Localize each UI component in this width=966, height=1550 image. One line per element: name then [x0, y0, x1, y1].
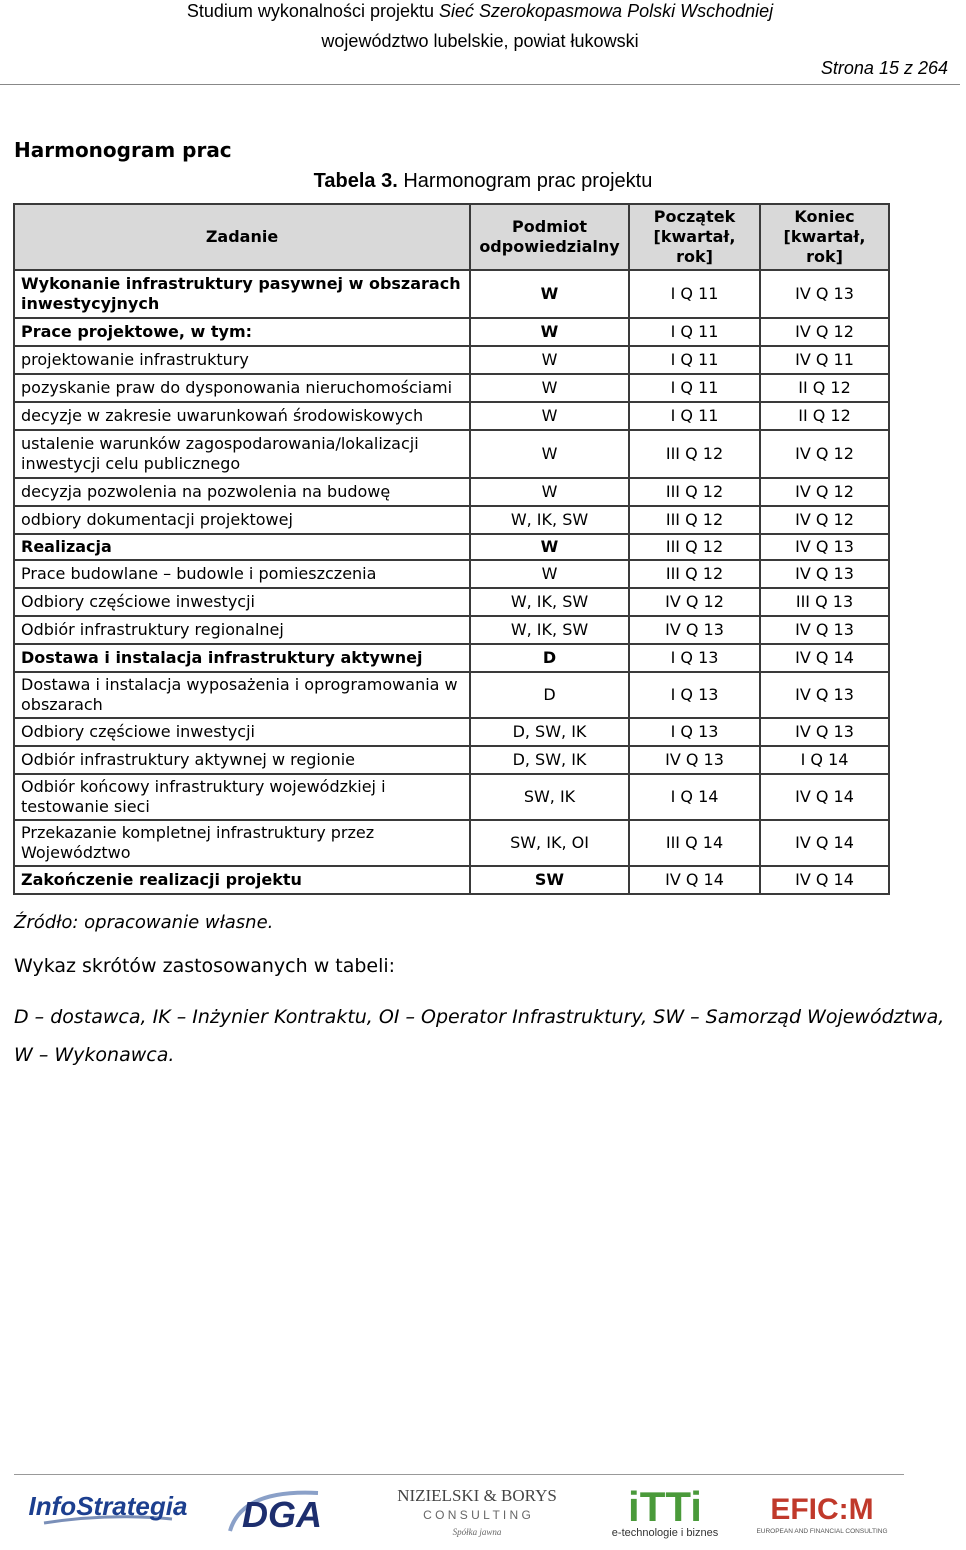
- task-cell: ustalenie warunków zagospodarowania/lokalizacji inwestycji celu publicznego: [14, 430, 470, 478]
- end-cell: IV Q 14: [760, 866, 889, 894]
- eficom-logo-text: EFIC:M: [770, 1493, 874, 1526]
- start-cell: IV Q 14: [629, 866, 760, 894]
- responsible-cell: D, SW, IK: [470, 718, 629, 746]
- start-cell: I Q 13: [629, 672, 760, 718]
- header-responsible: Podmiot odpowiedzialny: [470, 204, 629, 270]
- end-cell: IV Q 13: [760, 616, 889, 644]
- task-cell: Odbiory częściowe inwestycji: [14, 588, 470, 616]
- end-cell: IV Q 14: [760, 820, 889, 866]
- start-cell: I Q 11: [629, 402, 760, 430]
- header-end: Koniec [kwartał, rok]: [760, 204, 889, 270]
- infostrategia-logo-text: InfoStrategia: [28, 1491, 188, 1521]
- task-cell: odbiory dokumentacji projektowej: [14, 506, 470, 534]
- start-cell: III Q 12: [629, 506, 760, 534]
- task-cell: Odbiór końcowy infrastruktury wojewódzkiej i testowanie sieci: [14, 774, 470, 820]
- table-row: [14, 402, 889, 430]
- responsible-cell: W: [470, 346, 629, 374]
- table-caption-text: Harmonogram prac projektu: [397, 170, 653, 192]
- end-cell: I Q 14: [760, 746, 889, 774]
- task-cell: Zakończenie realizacji projektu: [14, 866, 470, 894]
- end-cell: III Q 13: [760, 588, 889, 616]
- start-cell: IV Q 13: [629, 746, 760, 774]
- nizielski-logo-type: Spółka jawna: [452, 1527, 502, 1537]
- task-cell: Odbiór infrastruktury regionalnej: [14, 616, 470, 644]
- itti-logo-tagline: e-technologie i biznes: [611, 1527, 719, 1539]
- task-cell: Prace budowlane – budowle i pomieszczenia: [14, 560, 470, 588]
- start-cell: IV Q 12: [629, 588, 760, 616]
- end-cell: IV Q 14: [760, 644, 889, 672]
- start-cell: III Q 12: [629, 534, 760, 560]
- responsible-cell: W: [470, 478, 629, 506]
- eficom-logo: [752, 1480, 892, 1542]
- responsible-cell: W: [470, 560, 629, 588]
- footer-divider: [14, 1474, 904, 1475]
- table-row: [14, 588, 889, 616]
- responsible-cell: SW: [470, 866, 629, 894]
- header-divider: [0, 84, 960, 85]
- start-cell: III Q 14: [629, 820, 760, 866]
- end-cell: IV Q 13: [760, 718, 889, 746]
- table-row: [14, 430, 889, 478]
- start-cell: I Q 13: [629, 644, 760, 672]
- end-cell: IV Q 13: [760, 534, 889, 560]
- dga-logo-text: DGA: [242, 1494, 322, 1535]
- nizielski-borys-logo: [392, 1480, 562, 1542]
- start-cell: IV Q 13: [629, 616, 760, 644]
- table-row: [14, 374, 889, 402]
- table-row: [14, 644, 889, 672]
- end-cell: IV Q 13: [760, 270, 889, 318]
- responsible-cell: W, IK, SW: [470, 616, 629, 644]
- end-cell: IV Q 12: [760, 318, 889, 346]
- responsible-cell: D: [470, 672, 629, 718]
- end-cell: II Q 12: [760, 374, 889, 402]
- responsible-cell: W, IK, SW: [470, 588, 629, 616]
- table-row: [14, 866, 889, 894]
- header-project-name: Sieć Szerokopasmowa Polski Wschodniej: [438, 1, 774, 21]
- header-task: Zadanie: [14, 204, 470, 270]
- start-cell: I Q 11: [629, 374, 760, 402]
- responsible-cell: SW, IK, OI: [470, 820, 629, 866]
- table-source: Źródło: opracowanie własne.: [14, 912, 274, 933]
- end-cell: IV Q 12: [760, 506, 889, 534]
- table-row: [14, 774, 889, 820]
- table-row: [14, 318, 889, 346]
- task-cell: Realizacja: [14, 534, 470, 560]
- table-row: [14, 746, 889, 774]
- table-row: [14, 270, 889, 318]
- table-body: [14, 270, 889, 894]
- table-row: [14, 506, 889, 534]
- responsible-cell: W: [470, 534, 629, 560]
- responsible-cell: W: [470, 318, 629, 346]
- task-cell: Wykonanie infrastruktury pasywnej w obszarach inwestycyjnych: [14, 270, 470, 318]
- start-cell: I Q 13: [629, 718, 760, 746]
- header-start: Początek [kwartał, rok]: [629, 204, 760, 270]
- responsible-cell: D, SW, IK: [470, 746, 629, 774]
- task-cell: Dostawa i instalacja infrastruktury aktywnej: [14, 644, 470, 672]
- abbreviations-text: D – dostawca, IK – Inżynier Kontraktu, OI – Operator Infrastruktury, SW – Samorząd Województwa, W – Wykonawca.: [14, 1006, 945, 1066]
- end-cell: IV Q 14: [760, 774, 889, 820]
- dga-logo: [222, 1480, 342, 1542]
- header-title-prefix: Studium wykonalności projektu: [186, 1, 439, 21]
- abbreviations-title: Wykaz skrótów zastosowanych w tabeli:: [14, 955, 396, 977]
- task-cell: Dostawa i instalacja wyposażenia i oprogramowania w obszarach: [14, 672, 470, 718]
- table-header-row: [14, 204, 889, 270]
- end-cell: IV Q 12: [760, 478, 889, 506]
- responsible-cell: W: [470, 270, 629, 318]
- header-region: województwo lubelskie, powiat łukowski: [321, 31, 639, 51]
- responsible-cell: W: [470, 374, 629, 402]
- table-caption: [0, 170, 966, 193]
- nizielski-logo-name: NIZIELSKI & BORYS: [397, 1486, 557, 1505]
- end-cell: IV Q 11: [760, 346, 889, 374]
- table-row: [14, 346, 889, 374]
- table-row: [14, 616, 889, 644]
- start-cell: III Q 12: [629, 478, 760, 506]
- start-cell: I Q 11: [629, 270, 760, 318]
- responsible-cell: SW, IK: [470, 774, 629, 820]
- task-cell: decyzje w zakresie uwarunkowań środowiskowych: [14, 402, 470, 430]
- end-cell: IV Q 12: [760, 430, 889, 478]
- nizielski-logo-consulting: C O N S U L T I N G: [423, 1508, 531, 1522]
- section-title: Harmonogram prac: [14, 138, 232, 162]
- end-cell: IV Q 13: [760, 560, 889, 588]
- start-cell: I Q 11: [629, 346, 760, 374]
- itti-logo: [600, 1480, 730, 1542]
- task-cell: Odbiory częściowe inwestycji: [14, 718, 470, 746]
- schedule-table: [13, 203, 890, 895]
- table-row: [14, 560, 889, 588]
- responsible-cell: W: [470, 430, 629, 478]
- task-cell: Przekazanie kompletnej infrastruktury przez Województwo: [14, 820, 470, 866]
- end-cell: II Q 12: [760, 402, 889, 430]
- eficom-logo-tagline: EUROPEAN AND FINANCIAL CONSULTING: [756, 1528, 888, 1535]
- infostrategia-logo: [28, 1480, 188, 1542]
- start-cell: III Q 12: [629, 430, 760, 478]
- responsible-cell: W: [470, 402, 629, 430]
- table-row: [14, 534, 889, 560]
- task-cell: pozyskanie praw do dysponowania nieruchomościami: [14, 374, 470, 402]
- responsible-cell: W, IK, SW: [470, 506, 629, 534]
- start-cell: I Q 14: [629, 774, 760, 820]
- table-row: [14, 672, 889, 718]
- start-cell: I Q 11: [629, 318, 760, 346]
- task-cell: decyzja pozwolenia na pozwolenia na budowę: [14, 478, 470, 506]
- page-header: [0, 0, 960, 90]
- table-row: [14, 820, 889, 866]
- task-cell: Prace projektowe, w tym:: [14, 318, 470, 346]
- table-caption-label: Tabela 3.: [313, 170, 398, 192]
- start-cell: III Q 12: [629, 560, 760, 588]
- end-cell: IV Q 13: [760, 672, 889, 718]
- task-cell: Odbiór infrastruktury aktywnej w regionie: [14, 746, 470, 774]
- table-row: [14, 478, 889, 506]
- page-number: Strona 15 z 264: [820, 58, 948, 78]
- itti-logo-text: iTTi: [628, 1483, 702, 1530]
- header-title: [0, 0, 960, 22]
- responsible-cell: D: [470, 644, 629, 672]
- table-row: [14, 718, 889, 746]
- task-cell: projektowanie infrastruktury: [14, 346, 470, 374]
